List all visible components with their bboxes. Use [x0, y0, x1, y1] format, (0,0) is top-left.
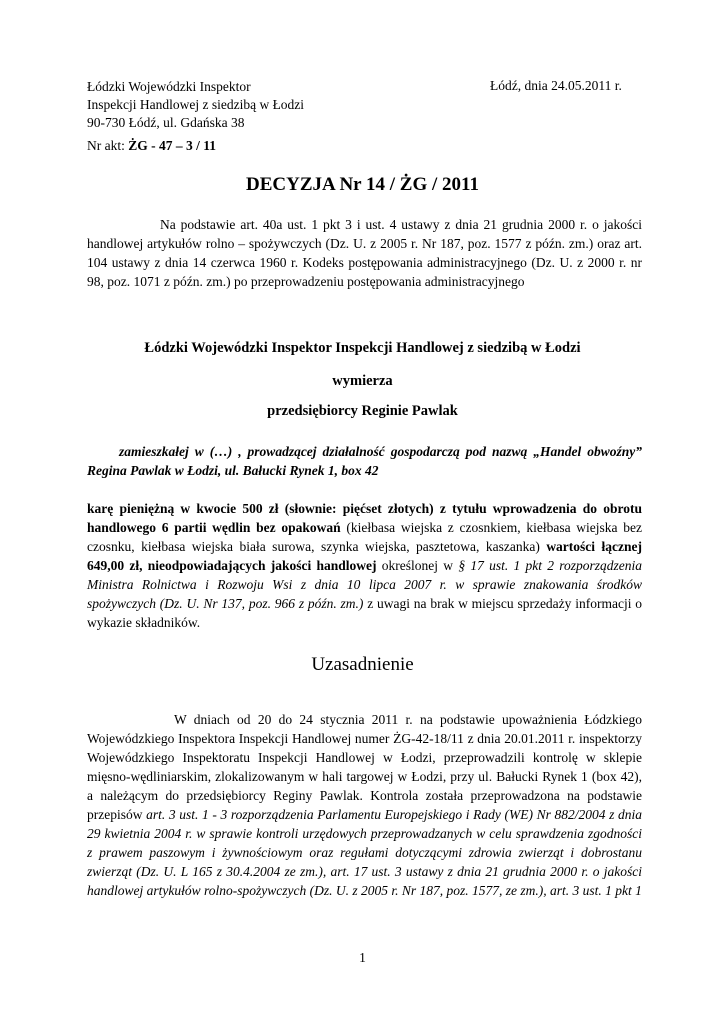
- justification-regulations-text: art. 3 ust. 1 - 3 rozporządzenia Parlamentu Europejskiego i Rady (WE) Nr 882/2004 z dnia 29 kwietnia 2004 r. w sprawie kontroli urzędowych przeprowadzanych w celu sprawdzenia zgodności z prawem paszowym i żywnościowym oraz regułami dotyczącymi zdrowia zwierząt i dobrostanu zwierząt (Dz. U. L 165 z 30.4.2004 ze zm.), art. 17 ust. 3 ustawy z dnia 21 grudnia 2000 r. o jakości handlowej artykułów rolno-spożywczych (Dz. U. z 2005 r. Nr 187, poz. 1577, ze zm.), art. 3 ust. 1 pkt 1: [87, 807, 643, 898]
- place-date: Łódź, dnia 24.05.2011 r.: [490, 78, 622, 93]
- verb-heading: wymierza: [332, 373, 393, 389]
- fine-reason-text: z uwagi na brak w miejscu sprzedaży informacji o wykazie składników.: [87, 596, 642, 630]
- page-number: 1: [359, 950, 366, 965]
- address-paragraph: zamieszkałej w (…) , prowadzącej działalność gospodarczą pod nazwą „Handel obwoźny” Regina Pawlak w Łodzi, ul. Bałucki Rynek 1, box 42: [87, 444, 642, 478]
- authority-heading: Łódzki Wojewódzki Inspektor Inspekcji Handlowej z siedzibą w Łodzi: [144, 340, 581, 356]
- fine-regulation-text: § 17 ust. 1 pkt 2 rozporządzenia Ministra Rolnictwa i Rozwoju Wsi z dnia 10 lipca 2007 r. w sprawie znakowania środków spożywczych (Dz. U. Nr 137, poz. 966 z późn. zm.): [87, 558, 642, 611]
- legal-basis-paragraph: Na podstawie art. 40a ust. 1 pkt 3 i ust. 4 ustawy z dnia 21 grudnia 2000 r. o jakości handlowej artykułów rolno – spożywczych (Dz. U. z 2005 r. Nr 187, poz. 1577 z późn. zm.) oraz art. 104 ustawy z dnia 14 czerwca 1960 r. Kodeks postępowania administracyjnego (Dz. U. z 2000 r. nr 98, poz. 1071 z późn. zm.) po przeprowadzeniu postępowania administracyjnego: [87, 217, 642, 289]
- fine-paragraph: [87, 499, 642, 632]
- inspector-office: Inspekcji Handlowej z siedzibą w Łodzi: [87, 97, 305, 112]
- inspector-address: 90-730 Łódź, ul. Gdańska 38: [87, 115, 245, 130]
- fine-products-text: (kiełbasa wiejska z czosnkiem, kiełbasa wiejska bez czosnku, kiełbasa wiejska biała surowa, szynka wiejska, pasztetowa, kaszanka): [87, 520, 642, 554]
- case-number-label: Nr akt:: [87, 138, 129, 153]
- fine-value-text: wartości łącznej 649,00 zł, nieodpowiadających jakości handlowej: [87, 539, 642, 573]
- case-number: [87, 138, 216, 154]
- decision-title: DECYZJA Nr 14 / ŻG / 2011: [246, 174, 479, 195]
- inspector-name: Łódzki Wojewódzki Inspektor: [87, 79, 251, 94]
- fine-defined-text: określonej w: [376, 558, 459, 573]
- justification-paragraph: [87, 710, 642, 900]
- recipient-heading: przedsiębiorcy Reginie Pawlak: [267, 403, 458, 419]
- case-number-value: ŻG - 47 – 3 / 11: [128, 138, 217, 153]
- justification-title: Uzasadnienie: [311, 654, 414, 675]
- fine-amount-text: karę pieniężną w kwocie 500 zł (słownie: pięćset złotych) z tytułu wprowadzenia do obrotu handlowego 6 partii wędlin bez opakowań: [87, 501, 642, 535]
- justification-text: W dniach od 20 do 24 stycznia 2011 r. na podstawie upoważnienia Łódzkiego Wojewódzkiego Inspektora Inspekcji Handlowej numer ŻG-42-18/11 z dnia 20.01.2011 r. inspektorzy Wojewódzkiego Inspektoratu Inspekcji Handlowej w Łodzi, przeprowadzili kontrolę w sklepie mięsno-wędliniarskim, zlokalizowanym w hali targowej w Łodzi, przy ul. Bałucki Rynek 1 (box 42), a należącym do przedsiębiorcy Reginy Pawlak. Kontrola została przeprowadzona na podstawie przepisów: [87, 712, 642, 822]
